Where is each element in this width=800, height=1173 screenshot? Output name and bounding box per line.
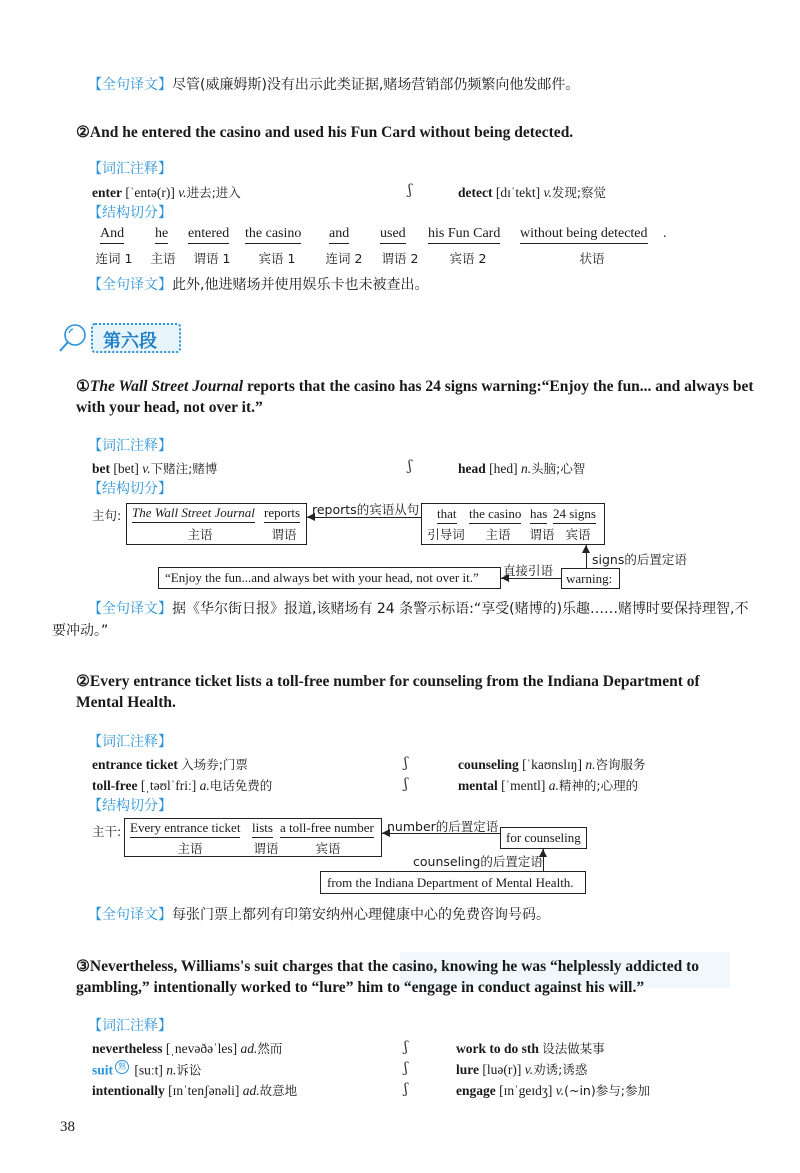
sentence-text: Nevertheless, Williams's suit charges that the casino, knowing he was “helplessly addicted to gambling,” intentionally worked to “lure” him to “engage in conduct against his will.”	[76, 958, 700, 996]
sentence-italic: The Wall Street Journal	[89, 378, 244, 395]
translation-text: 每张门票上都列有印第安纳州心理健康中心的免费咨询号码。	[172, 907, 550, 923]
clause-that-label: 引导词	[427, 527, 465, 542]
relation-label: 直接引语	[503, 563, 554, 578]
main-verb: reports	[264, 505, 300, 523]
vocab-tag: 【词汇注释】	[88, 438, 172, 454]
main-subject-label: 主语	[177, 841, 203, 856]
segment-en: without being detected	[520, 226, 648, 244]
clause-verb-label: 谓语	[529, 527, 555, 542]
vocab-entry: work to do sth 设法做某事	[456, 1041, 605, 1056]
main-object: a toll-free number	[280, 820, 374, 838]
vocab-entry: engage [ɪnˈgeɪdʒ] v.(~in)参与;参加	[456, 1083, 650, 1098]
sentence-number: ②	[76, 124, 90, 141]
vocab-entry: bet [bet] v.下赌注;赌博	[92, 461, 218, 476]
relation-label: counseling的后置定语	[413, 854, 543, 869]
struct-tag: 【结构切分】	[88, 481, 172, 497]
vocab-entry: head [hed] n.头脑;心智	[458, 461, 586, 476]
vocab-entry: intentionally [ɪnˈtenʃənəli] ad.故意地	[92, 1083, 298, 1098]
translation-line	[52, 598, 757, 642]
familiar-badge-icon: 熟	[115, 1060, 129, 1074]
translation-tag: 【全句译文】	[88, 77, 172, 93]
sentence-2	[76, 122, 756, 143]
clause-object: 24 signs	[553, 506, 596, 524]
translation-text: 据《华尔街日报》报道,该赌场有 24 条警示标语:“享受(赌博的)乐趣……赌博时要保持理智,不要冲动。”	[52, 601, 749, 639]
clause-that: that	[437, 506, 457, 524]
clause-subject: the casino	[469, 506, 521, 524]
segment-zh: 谓语 2	[381, 251, 419, 266]
translation-line	[88, 904, 550, 926]
vocab-tag: 【词汇注释】	[88, 734, 172, 750]
quote-box: “Enjoy the fun...and always bet with your head, not over it.”	[158, 567, 501, 589]
relation-label: signs的后置定语	[592, 552, 687, 567]
relation-label: number的后置定语	[387, 819, 499, 834]
segment-period: .	[663, 226, 667, 241]
sentence-text: reports that the casino has 24 signs warning:“Enjoy the fun... and always bet with your head, not over it.”	[76, 378, 754, 416]
segment-en: his Fun Card	[428, 226, 500, 244]
main-subject: The Wall Street Journal	[132, 505, 255, 523]
separator: ʃ	[404, 776, 408, 792]
segment-zh: 谓语 1	[193, 251, 231, 266]
sentence-6-2	[76, 671, 746, 713]
separator: ʃ	[408, 458, 412, 474]
translation-text: 此外,他进赌场并使用娱乐卡也未被查出。	[172, 277, 429, 293]
translation-line	[88, 74, 579, 96]
diagram-prefix: 主句:	[92, 508, 122, 523]
prep-phrase-box: for counseling	[500, 827, 587, 849]
sentence-number: ③	[76, 958, 90, 975]
segment-zh: 状语	[579, 251, 605, 266]
clause-verb: has	[530, 506, 547, 524]
arrow-up-icon	[582, 545, 590, 553]
vocab-entry: lure [luə(r)] v.劝诱;诱惑	[456, 1062, 588, 1077]
separator: ʃ	[408, 182, 412, 198]
section-title: 第六段	[91, 323, 181, 353]
sentence-number: ①	[76, 378, 90, 395]
magnifier-icon	[58, 322, 90, 358]
page-number: 38	[60, 1119, 75, 1135]
segment-zh: 主语	[150, 251, 176, 266]
segment-en: entered	[188, 226, 229, 244]
sentence-text: And he entered the casino and used his Fun Card without being detected.	[89, 124, 574, 141]
separator: ʃ	[404, 755, 408, 771]
main-verb: lists	[252, 820, 273, 838]
main-subject: Every entrance ticket	[130, 820, 240, 838]
segment-en: the casino	[245, 226, 301, 244]
segment-zh: 宾语 1	[258, 251, 296, 266]
translation-tag: 【全句译文】	[88, 601, 172, 617]
vocab-entry: mental [ˈmentl] a.精神的;心理的	[458, 778, 639, 793]
segment-en: used	[380, 226, 406, 244]
clause-object-label: 宾语	[565, 527, 591, 542]
main-object-label: 宾语	[315, 841, 341, 856]
clause-subject-label: 主语	[485, 527, 511, 542]
warning-box: warning:	[561, 568, 620, 589]
sentence-6-1	[76, 376, 756, 418]
main-verb-label: 谓语	[253, 841, 279, 856]
vocab-tag: 【词汇注释】	[88, 161, 172, 177]
vocab-entry: enter [ˈentə(r)] v.进去;进入	[92, 185, 241, 200]
main-verb-label: 谓语	[271, 527, 297, 542]
translation-tag: 【全句译文】	[88, 907, 172, 923]
vocab-entry: nevertheless [ˌnevəðəˈles] ad.然而	[92, 1041, 283, 1056]
segment-en: he	[155, 226, 168, 244]
translation-text: 尽管(威廉姆斯)没有出示此类证据,赌场营销部仍频繁向他发邮件。	[172, 77, 580, 93]
struct-tag: 【结构切分】	[88, 798, 172, 814]
segment-en: And	[100, 226, 124, 244]
vocab-entry: detect [dɪˈtekt] v.发现;察觉	[458, 185, 607, 200]
sentence-text: Every entrance ticket lists a toll-free number for counseling from the Indiana Department of Mental Health.	[76, 673, 700, 711]
translation-line	[88, 274, 428, 296]
vocab-entry: counseling [ˈkaʊnslɪŋ] n.咨询服务	[458, 757, 646, 772]
sentence-6-3	[76, 956, 756, 998]
main-subject-label: 主语	[187, 527, 213, 542]
separator: ʃ	[404, 1081, 408, 1097]
diagram-prefix: 主干:	[92, 824, 122, 839]
vocab-entry: entrance ticket 入场券;门票	[92, 757, 248, 772]
sentence-number: ②	[76, 673, 90, 690]
struct-tag: 【结构切分】	[88, 205, 172, 221]
separator: ʃ	[404, 1039, 408, 1055]
vocab-tag: 【词汇注释】	[88, 1018, 172, 1034]
vocab-entry: suit 熟 [suːt] n.诉讼	[92, 1062, 202, 1078]
prep-phrase-box: from the Indiana Department of Mental Health.	[320, 871, 586, 894]
separator: ʃ	[404, 1060, 408, 1076]
segment-zh: 连词 1	[95, 251, 133, 266]
segment-zh: 连词 2	[325, 251, 363, 266]
translation-tag: 【全句译文】	[88, 277, 172, 293]
segment-en: and	[329, 226, 349, 244]
relation-label: reports的宾语从句	[312, 502, 420, 517]
segment-zh: 宾语 2	[449, 251, 487, 266]
vocab-entry: toll-free [ˌtəʊlˈfriː] a.电话免费的	[92, 778, 273, 793]
